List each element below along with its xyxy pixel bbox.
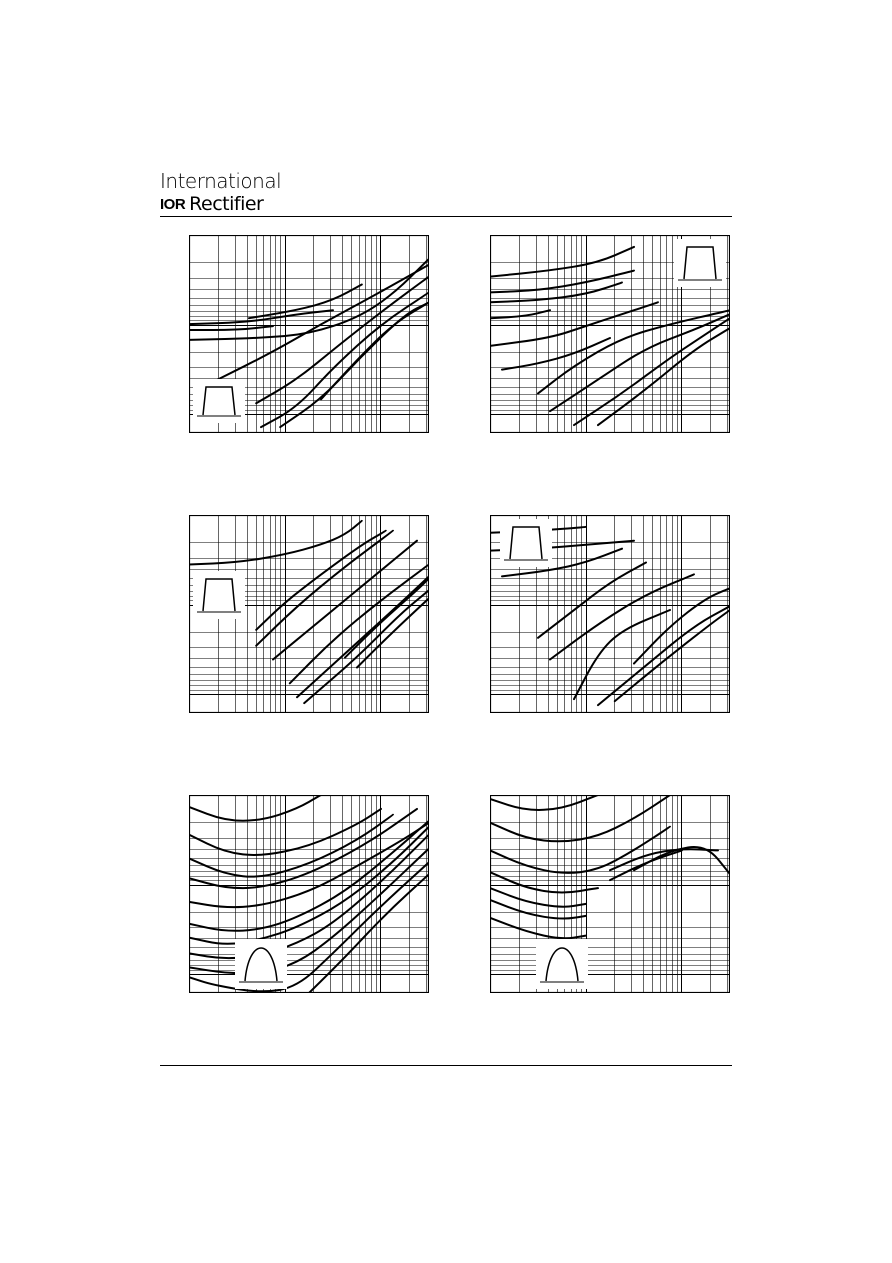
series-line-4 <box>490 247 634 277</box>
brand-logo <box>160 170 290 216</box>
chart-svg <box>189 795 429 993</box>
chart-bottom-left <box>189 795 429 993</box>
chart-svg <box>490 515 730 713</box>
brand-name-line2-row <box>160 194 263 214</box>
chart-svg <box>490 235 730 433</box>
chart-middle-right <box>490 515 730 713</box>
chart-top-right <box>490 235 730 433</box>
series-line-9 <box>610 849 718 870</box>
series-line-2 <box>189 326 273 330</box>
header-rule <box>160 216 732 217</box>
series-line-5 <box>189 821 429 931</box>
brand-name-line2: Rectifier <box>189 193 264 215</box>
chart-frame <box>491 796 730 993</box>
series-line-7 <box>538 310 730 393</box>
chart-bottom-right <box>490 795 730 993</box>
series-line-10 <box>189 795 321 821</box>
chart-svg <box>490 795 730 993</box>
series-line-9 <box>574 318 730 425</box>
chart-top-left <box>189 235 429 433</box>
brand-name-line1: International <box>160 169 282 193</box>
series-line-3 <box>189 259 429 340</box>
series-line-7 <box>280 302 429 427</box>
chart-middle-left <box>189 515 429 713</box>
series-line-5 <box>304 590 429 703</box>
chart-svg <box>189 235 429 433</box>
chart-svg <box>189 515 429 713</box>
footer-rule <box>160 1065 732 1066</box>
ior-logo-mark: IOR <box>160 195 186 213</box>
series-line-5 <box>490 302 658 346</box>
